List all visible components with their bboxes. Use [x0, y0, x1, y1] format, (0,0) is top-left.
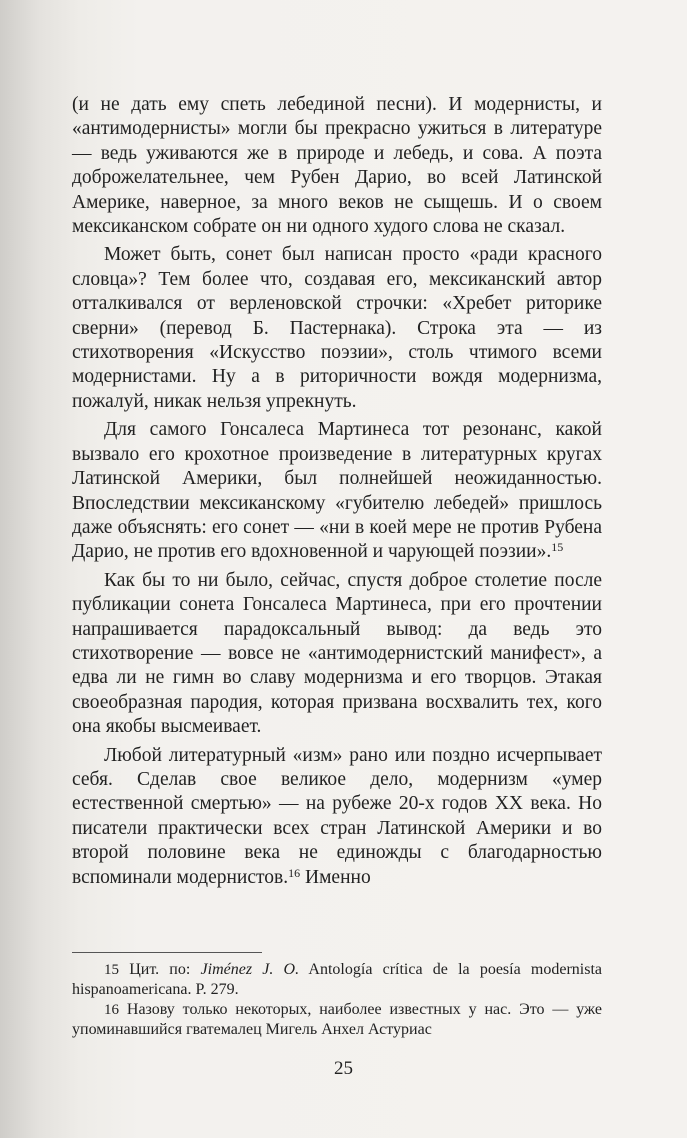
footnote-16-text: Назову только некоторых, наиболее известных у нас. Это — уже упоминавшийся гватемалец Мигель Анхел Астуриас: [72, 1001, 602, 1038]
page-number: 25: [334, 1058, 353, 1079]
paragraph-5-tail: Именно: [300, 866, 371, 888]
paragraph-4: [72, 569, 602, 740]
paragraph-4-text: Как бы то ни было, сейчас, спустя доброе столетие после публикации сонета Гонсалеса Мартинеса, при его прочтении напрашивается парадоксальный вывод: да ведь это стихотворение — вовсе не «антимодернистский манифест», а едва ли не гимн во славу модернизма и его творцов. Этакая своеобразная пародия, которая призвана восхвалить тех, кого она якобы высмеивает.: [72, 569, 602, 738]
footnote-15-source: Antología crítica de la poesía modernista hispanoamericana. P. 279.: [72, 961, 602, 998]
paragraph-1-text: (и не дать ему спеть лебединой песни). И модернисты, и «антимодернисты» могли бы прекрасно ужиться в литературе — ведь уживаются же в природе и лебедь, и сова. А поэта доброжелательнее, чем Рубен Дарио, во всей Латинской Америке, наверное, за много веков не сыщешь. И о своем мексиканском собрате он ни одного худого слова не сказал.: [72, 94, 602, 238]
footnote-16: [72, 1000, 602, 1040]
body-text: [72, 93, 602, 890]
footnote-15-number: 15: [104, 962, 119, 978]
footnote-15: [72, 960, 602, 1000]
footnotes: [72, 960, 602, 1040]
paragraph-3: [72, 418, 602, 564]
footnote-ref-16: 16: [288, 865, 301, 880]
paragraph-2-text: Может быть, сонет был написан просто «ради красного словца»? Тем более что, создавая его, мексиканский автор отталкивался от верленовской строчки: «Хребет риторике сверни» (перевод Б. Пастернака). Строка эта — из стихотворения «Искусство поэзии», столь чтимого всеми модернистами. Ну а в риторичности вождя модернизма, пожалуй, никак нельзя упрекнуть.: [72, 244, 602, 412]
footnote-16-number: 16: [104, 1002, 119, 1018]
footnote-15-pre: Цит. по:: [119, 961, 201, 978]
footnote-ref-15: 15: [551, 540, 564, 555]
footnote-divider: [72, 952, 262, 953]
paragraph-2: [72, 243, 602, 414]
footnote-15-author: Jiménez J. O.: [200, 961, 300, 978]
paragraph-5: [72, 744, 602, 890]
paragraph-1: [72, 93, 602, 239]
paragraph-5-text: Любой литературный «изм» рано или поздно исчерпывает себя. Сделав свое великое дело, модернизм «умер естественной смертью» — на рубеже 20-х годов XX века. Но писатели практически всех стран Латинской Америки и во второй половине века не единожды с благодарностью вспоминали модернистов.: [72, 744, 602, 888]
paragraph-3-text: Для самого Гонсалеса Мартинеса тот резонанс, какой вызвало его крохотное произведение в литературных кругах Латинской Америки, был полнейшей неожиданностью. Впоследствии мексиканскому «губителю лебедей» пришлось даже объяснять: его сонет — «ни в коей мере не против Рубена Дарио, не против его вдохновенной и чарующей поэзии».: [72, 419, 602, 563]
